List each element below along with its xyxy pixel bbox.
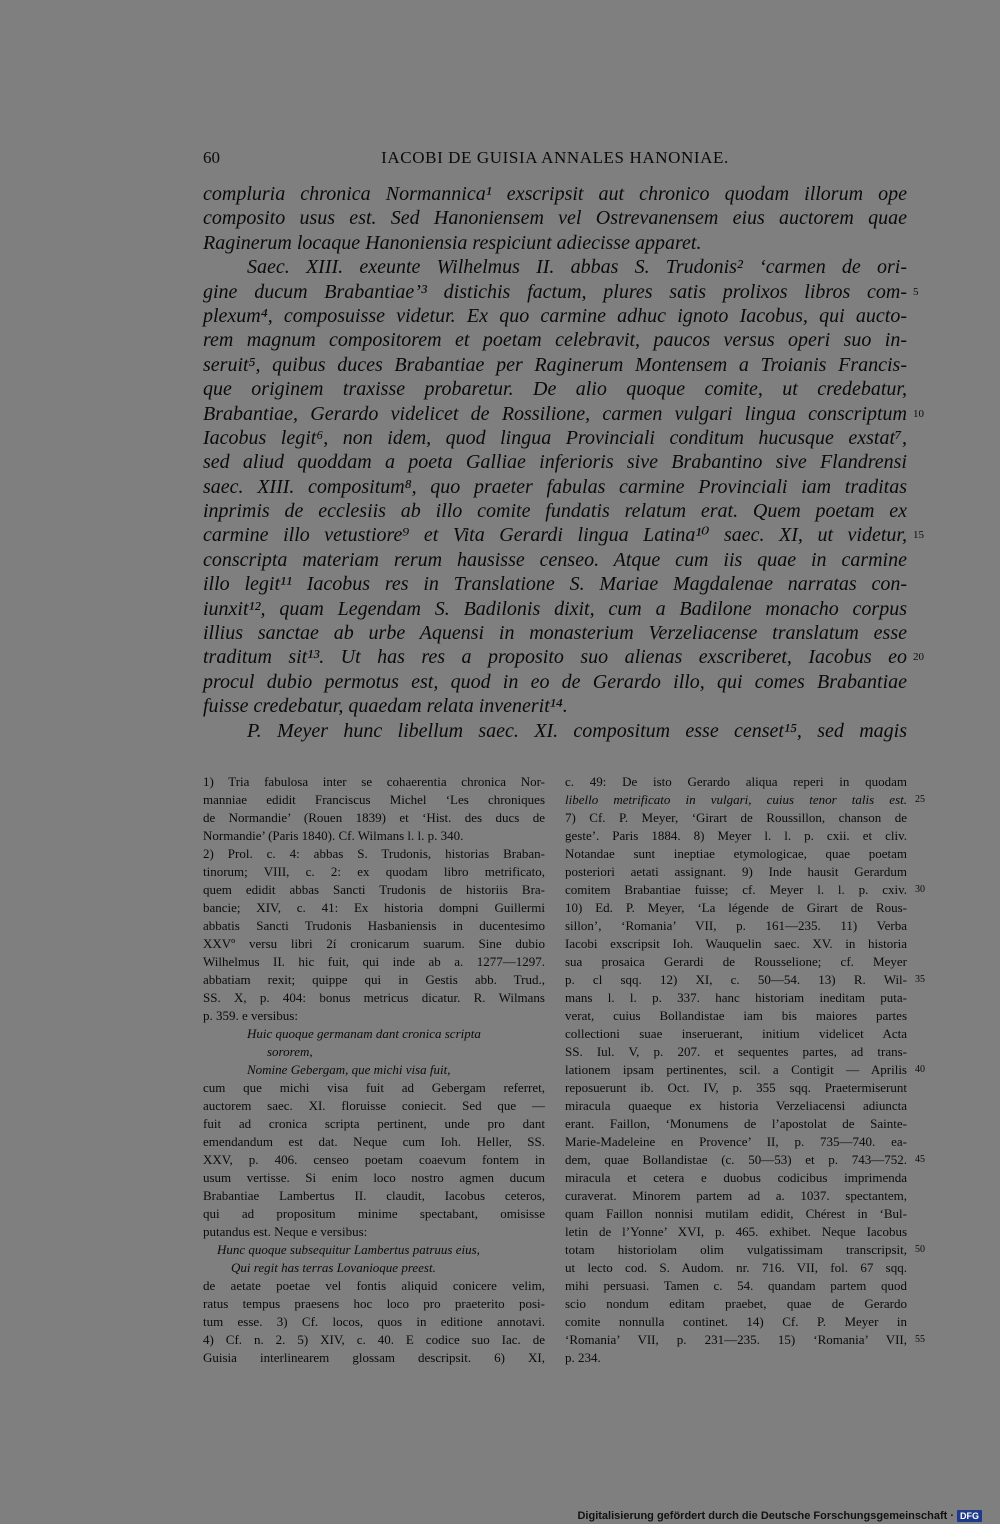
- note-line: 4) Cf. n. 2. 5) XIV, c. 40. E codice suo Iac. de: [203, 1332, 545, 1347]
- credit-text: Digitalisierung gefördert durch die Deutsche Forschungsgemeinschaft ·: [577, 1510, 954, 1522]
- note-line: miracula quaeque ex historia Verzeliacensi adiuncta: [565, 1098, 907, 1113]
- note-line: XXV, p. 406. censeo poetam coaevum fontem in: [203, 1152, 545, 1167]
- line-number: 20: [913, 651, 924, 664]
- text-line: Raginerum locaque Hanoniensia respiciunt adiecisse apparet.: [203, 231, 702, 254]
- line-number: 55: [915, 1334, 925, 1345]
- text-line: saec. XIII. compositum⁸, quo praeter fabulas carmine Provinciali iam traditas: [203, 475, 907, 498]
- text-line: inprimis de ecclesiis ab illo comite fundatis relatum erat. Quem poetam ex: [203, 500, 907, 523]
- note-line: p. 234.: [565, 1350, 601, 1365]
- text-line: fuisse credebatur, quaedam relata invenerit¹⁴.: [203, 695, 568, 718]
- note-line: tum esse. 3) Cf. locos, quos in editione annotavi.: [203, 1314, 545, 1329]
- note-line: XXVº versu libri 2í cronicarum suarum. Sine dubio: [203, 936, 545, 951]
- note-line: cum que michi visa fuit ad Gebergam referret,: [203, 1080, 545, 1095]
- note-line: ut lecto cod. S. Audom. nr. 716. VII, fol. 67 sqq.: [565, 1260, 907, 1275]
- text-line-content: traditum sit¹³. Ut has res a proposito suo alienas exscriberet, Iacobus eo: [203, 646, 907, 669]
- note-line: Wilhelmus II. hic fuit, qui inde ab a. 1277—1297.: [203, 954, 545, 969]
- note-line: auctorem saec. XI. floruisse coniecit. Sed que —: [203, 1098, 545, 1113]
- text-line: plexum⁴, composuisse videtur. Ex quo carmine adhuc ignoto Iacobus, qui aucto-: [203, 304, 907, 327]
- text-line: rem magnum compositorem et poetam celebravit, paucos versus operi suo in-: [203, 329, 907, 352]
- text-line: seruit⁵, quibus duces Brabantiae per Raginerum Montensem a Troianis Francis-: [203, 353, 907, 376]
- note-line: dem, quae Bollandistae (c. 50—53) et p. 743—752.: [565, 1152, 907, 1167]
- note-line: posteriori aetati assignant. 9) Inde hausit Gerardum: [565, 864, 907, 879]
- note-line: fuit ad cronica scripta pertinent, unde pro dant: [203, 1116, 545, 1131]
- line-number: 40: [915, 1064, 925, 1075]
- note-line: Normandie’ (Paris 1840). Cf. Wilmans l. l. p. 340.: [203, 828, 464, 843]
- text-line: Iacobus legit⁶, non idem, quod lingua Provinciali conditum hucusque exstat⁷,: [203, 426, 907, 449]
- page-number: 60: [203, 148, 220, 167]
- line-number: 15: [913, 529, 924, 542]
- text-line: illo legit¹¹ Iacobus res in Translatione S. Mariae Magdalenae narratas con-: [203, 573, 907, 596]
- note-line: Notandae sunt ineptiae etymologicae, quae poetam: [565, 846, 907, 861]
- note-line: tinorum; VIII, c. 2: ex quodam libro metrificato,: [203, 864, 545, 879]
- line-number: 25: [915, 794, 925, 805]
- note-line: 7) Cf. P. Meyer, ‘Girart de Roussillon, chanson de: [565, 810, 907, 825]
- note-line: qui ad propositum minime spectabant, omisisse: [203, 1206, 545, 1221]
- text-line: [203, 402, 924, 426]
- page-header: [203, 148, 907, 172]
- note-line: quam Faillon nonnisi mutilam edidit, Chérest in ‘Bul-: [565, 1206, 907, 1221]
- text-line: iunxit¹², quam Legendam S. Badilonis dixit, cum a Badilone monacho corpus: [203, 597, 907, 620]
- digitization-credit: [577, 1509, 982, 1523]
- note-line: lationem ipsam pertinentes, scil. a Contigit — Aprilis: [565, 1062, 907, 1077]
- note-line: totam historiolam olim vulgatissimam transcripsit,: [565, 1242, 907, 1257]
- note-line: usum vertisse. Si enim loco nostro agmen ducum: [203, 1170, 545, 1185]
- note-line: manniae edidit Franciscus Michel ‘Les chroniques: [203, 792, 545, 807]
- note-line: p. 359. e versibus:: [203, 1008, 298, 1023]
- text-line: Saec. XIII. exeunte Wilhelmus II. abbas S. Trudonis² ‘carmen de ori-: [247, 256, 907, 279]
- note-line: comitem Brabantiae fuisse; cf. Meyer l. l. p. cxiv.: [565, 882, 907, 897]
- main-text-block: [203, 182, 924, 743]
- note-line: p. cl sqq. 12) XI, c. 50—54. 13) R. Wil-: [565, 972, 907, 987]
- note-line: quem edidit abbas Sancti Trudonis de historiis Bra-: [203, 882, 545, 897]
- note-line: verat, cuius Bollandistae iam bis maiores partes: [565, 1008, 907, 1023]
- footnotes-left-column: [203, 773, 545, 1367]
- text-line: [203, 523, 924, 547]
- note-line: collectioni suae inseruerant, initium videlicet Acta: [565, 1026, 907, 1041]
- text-line: conscripta materiam rerum hausisse censeo. Atque cum iis quae in carmine: [203, 548, 907, 571]
- line-number: 50: [915, 1244, 925, 1255]
- footnotes-block: [203, 773, 925, 1393]
- note-line: mihi persuasi. Tamen c. 54. quandam partem quod: [565, 1278, 907, 1293]
- note-line: geste’. Paris 1884. 8) Meyer l. l. p. cxii. et cliv.: [565, 828, 907, 843]
- text-line: [203, 280, 919, 304]
- note-line: sillon’, ‘Romania’ VII, p. 161—235. 11) Verba: [565, 918, 907, 933]
- note-line: Marie-Madeleine en Provence’ II, p. 735—740. ea-: [565, 1134, 907, 1149]
- note-line: erant. Faillon, ‘Monumens de l’apostolat de Sainte-: [565, 1116, 907, 1131]
- note-line: Brabantiae Lambertus II. claudit, Iacobus ceteros,: [203, 1188, 545, 1203]
- verse-line: Nomine Gebergam, que michi visa fuit,: [247, 1062, 451, 1077]
- text-line: que originem traxisse probaretur. De alio quoque comite, ut credebatur,: [203, 378, 907, 401]
- text-line: composito usus est. Sed Hanoniensem vel Ostrevanensem eius auctorem quae: [203, 207, 907, 230]
- text-line: compluria chronica Normannica¹ exscripsit aut chronico quodam illorum ope: [203, 183, 907, 205]
- note-line: reposuerunt ib. Oct. IV, p. 355 sqq. Praetermiserunt: [565, 1080, 907, 1095]
- note-line: curaverat. Minorem partem ad a. 1037. spectantem,: [565, 1188, 907, 1203]
- footnotes-right-column: [565, 773, 907, 1367]
- dfg-logo: DFG: [957, 1510, 982, 1522]
- note-line: 1) Tria fabulosa inter se cohaerentia chronica Nor-: [203, 774, 545, 789]
- text-line: sed aliud quoddam a poeta Galliae inferioris sive Brabantino sive Flandrensi: [203, 451, 907, 474]
- note-line: libello metrificato in vulgari, cuius tenor talis est.: [565, 792, 907, 807]
- note-line: bancie; XIV, c. 41: Ex historia dompni Guillermi: [203, 900, 545, 915]
- text-line: illius sanctae ab urbe Aquensi in monasterium Verzeliacense translatum esse: [203, 622, 907, 645]
- note-line: miracula et cetera e duobus codicibus imprimenda: [565, 1170, 907, 1185]
- note-line: de aetate poetae vel fontis aliquid conicere velim,: [203, 1278, 545, 1293]
- text-line: [203, 645, 924, 669]
- text-line: procul dubio permotus est, quod in eo de Gerardo illo, qui comes Brabantiae: [203, 670, 907, 693]
- note-line: comite nonnulla continet. 14) Cf. P. Meyer in: [565, 1314, 907, 1329]
- note-line: Iacobi exscripsit Ioh. Wauquelin saec. XV. in historia: [565, 936, 907, 951]
- text-line-content: carmine illo vetustiore⁹ et Vita Gerardi lingua Latina¹⁰ saec. XI, ut videtur,: [203, 524, 907, 547]
- note-line: Guisia interlinearem glossam descripsit. 6) XI,: [203, 1350, 545, 1365]
- note-line: ratus tempus praesens hoc loco pro praeterito posi-: [203, 1296, 545, 1311]
- line-number: 10: [913, 407, 924, 420]
- line-number: 35: [915, 974, 925, 985]
- note-line: scio nondum editam praebet, quae de Gerardo: [565, 1296, 907, 1311]
- verse-line: Qui regit has terras Lovanioque preest.: [231, 1260, 436, 1275]
- line-number: 30: [915, 884, 925, 895]
- running-title: IACOBI DE GUISIA ANNALES HANONIAE.: [381, 148, 729, 167]
- verse-line: Hunc quoque subsequitur Lambertus patruus eius,: [217, 1242, 480, 1257]
- text-line-content: Brabantiae, Gerardo videlicet de Rossilione, carmen vulgari lingua conscriptum: [203, 402, 907, 425]
- note-line: 10) Ed. P. Meyer, ‘La légende de Girart de Rous-: [565, 900, 907, 915]
- line-number: 5: [913, 285, 919, 298]
- verse-line: sororem,: [267, 1044, 313, 1059]
- note-line: SS. Iul. V, p. 207. et sequentes partes, ad trans-: [565, 1044, 907, 1059]
- note-line: putandus est. Neque e versibus:: [203, 1224, 368, 1239]
- verse-line: Huic quoque germanam dant cronica scripta: [247, 1026, 481, 1041]
- note-line: abbatis Sancti Trudonis Hasbaniensis in ducentesimo: [203, 918, 545, 933]
- note-line: c. 49: De isto Gerardo aliqua reperi in quodam: [565, 774, 907, 789]
- note-line: abbatiam rexit; quippe qui in Gestis abb. Trud.,: [203, 972, 545, 987]
- note-line: sua prosaica Gerardi de Rousselione; cf. Meyer: [565, 954, 907, 969]
- text-line-content: gine ducum Brabantiae’³ distichis factum, plures satis prolixos libros com-: [203, 280, 907, 303]
- note-line: mans l. l. p. 337. hanc historiam ineditam puta-: [565, 990, 907, 1005]
- line-number: 45: [915, 1154, 925, 1165]
- note-line: emendandum est dat. Neque cum Ioh. Heller, SS.: [203, 1134, 545, 1149]
- note-line: 2) Prol. c. 4: abbas S. Trudonis, historias Braban-: [203, 846, 545, 861]
- text-line: P. Meyer hunc libellum saec. XI. compositum esse censet¹⁵, sed magis: [247, 719, 907, 742]
- note-line: ‘Romania’ VII, p. 231—235. 15) ‘Romania’ VII,: [565, 1332, 907, 1347]
- note-line: de Normandie’ (Rouen 1839) et ‘Hist. des ducs de: [203, 810, 545, 825]
- note-line: SS. X, p. 404: bonus metricus dicatur. R. Wilmans: [203, 990, 545, 1005]
- note-line: letin de l’Yonne’ XVI, p. 465. exhibet. Neque Iacobus: [565, 1224, 907, 1239]
